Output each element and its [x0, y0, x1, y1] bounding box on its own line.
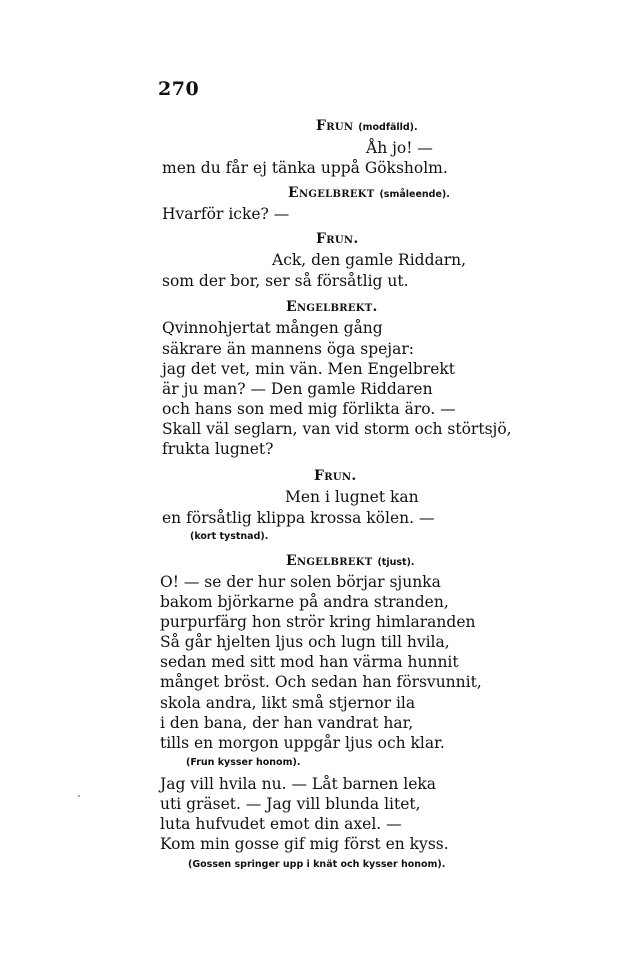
verse-line: jag det vet, min vän. Men Engelbrekt	[162, 360, 455, 378]
verse-line: en försåtlig klippa krossa kölen. —	[162, 509, 435, 527]
verse-line: skola andra, likt små stjernor ila	[160, 694, 416, 712]
verse-line: men du får ej tänka uppå Göksholm.	[162, 159, 448, 177]
verse-line: luta hufvudet emot din axel. —	[160, 815, 402, 833]
verse-line: Jag vill hvila nu. — Låt barnen leka	[160, 775, 437, 793]
ink-speck	[78, 795, 80, 797]
verse-line: Hvarför icke? —	[162, 205, 290, 223]
speaker-heading: Frun.	[314, 468, 357, 484]
verse-line: och hans son med mig förlikta äro. —	[162, 400, 456, 418]
speaker-name: Engelbrekt	[286, 299, 373, 315]
verse-line: Kom min gosse gif mig först en kyss.	[160, 835, 449, 853]
speaker-name: Frun	[316, 118, 354, 134]
verse-line: tills en morgon uppgår ljus och klar.	[160, 734, 445, 752]
speaker-name: Frun	[316, 231, 354, 247]
stage-direction: (småleende).	[379, 189, 450, 200]
verse-line: Ack, den gamle Riddarn,	[272, 251, 467, 269]
stage-direction: (kort tystnad).	[190, 531, 269, 542]
verse-line: frukta lugnet?	[162, 440, 274, 458]
stage-direction: (tjust).	[377, 557, 415, 568]
stage-direction: (modfälld).	[358, 122, 418, 133]
verse-line: i den bana, der han vandrat har,	[160, 714, 414, 732]
speaker-heading: Engelbrekt.	[286, 299, 378, 315]
speaker-heading	[286, 550, 415, 573]
verse-line: är ju man? — Den gamle Riddaren	[162, 380, 433, 398]
verse-line: purpurfärg hon strör kring himlaranden	[160, 613, 476, 631]
speaker-name: Engelbrekt	[288, 185, 375, 201]
verse-line: Så går hjelten ljus och lugn till hvila,	[160, 633, 450, 651]
page-number: 270	[158, 78, 200, 100]
verse-line: bakom björkarne på andra stranden,	[160, 593, 449, 611]
verse-line: Åh jo! —	[366, 139, 433, 157]
speaker-heading	[288, 182, 450, 205]
verse-line: sedan med sitt mod han värma hunnit	[160, 653, 459, 671]
verse-line: som der bor, ser så försåtlig ut.	[162, 272, 409, 290]
verse-line: Qvinnohjertat mången gång	[162, 319, 383, 337]
speaker-heading	[316, 115, 418, 138]
stage-direction: (Frun kysser honom).	[186, 757, 301, 768]
verse-line: Skall väl seglarn, van vid storm och störtsjö,	[162, 420, 512, 438]
speaker-heading: Frun.	[316, 231, 359, 247]
verse-line: O! — se der hur solen börjar sjunka	[160, 573, 441, 591]
verse-line: uti gräset. — Jag vill blunda litet,	[160, 795, 421, 813]
verse-line: Men i lugnet kan	[285, 488, 419, 506]
verse-line: månget bröst. Och sedan han försvunnit,	[160, 673, 482, 691]
speaker-name: Engelbrekt	[286, 553, 373, 569]
speaker-name: Frun	[314, 468, 352, 484]
verse-line: säkrare än mannens öga spejar:	[162, 340, 414, 358]
stage-direction: (Gossen springer upp i knät och kysser honom).	[188, 859, 446, 870]
